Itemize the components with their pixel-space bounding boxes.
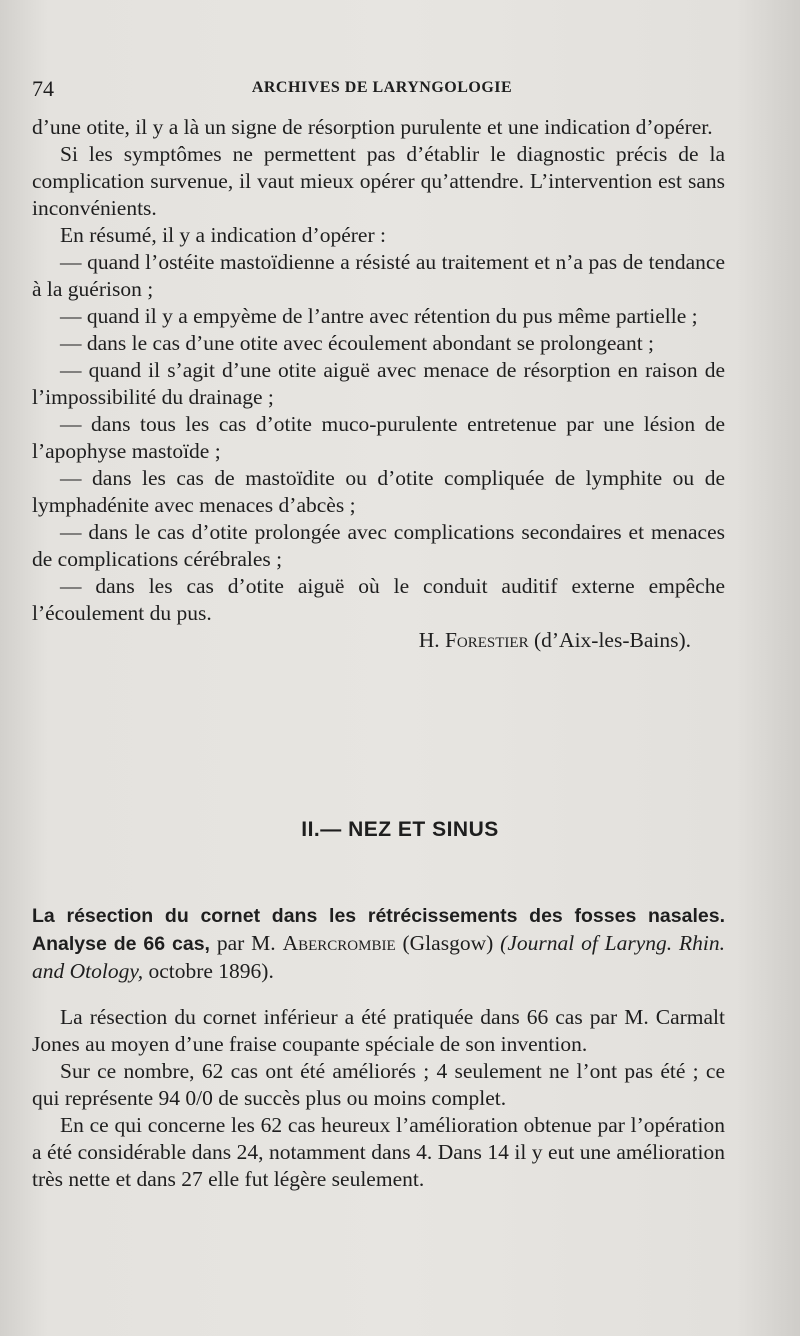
- article-by: par M.: [216, 931, 276, 955]
- article-date: octobre 1896).: [148, 959, 274, 983]
- body-text: [32, 114, 725, 654]
- article-author: Abercrombie: [282, 931, 396, 955]
- list-item: — dans le cas d’otite prolongée avec complications secondaires et menaces de complications cérébrales ;: [32, 520, 725, 571]
- article: [32, 902, 725, 1193]
- paragraph: En résumé, il y a indication d’opérer :: [60, 223, 386, 247]
- signature: [32, 627, 725, 654]
- paragraph: Sur ce nombre, 62 cas ont été améliorés ; 4 seulement ne l’ont pas été ; ce qui représente 94 0/0 de succès plus ou moins complet.: [32, 1059, 725, 1110]
- list-item: — dans les cas de mastoïdite ou d’otite compliquée de lymphite ou de lymphadénite avec menaces d’abcès ;: [32, 466, 725, 517]
- article-title: La résection du cornet dans les rétrécissements des fosses nasales. Analyse de 66 cas,: [32, 905, 725, 955]
- signature-place: (d’Aix-les-Bains).: [533, 628, 691, 652]
- paragraph: Si les symptômes ne permettent pas d’établir le diagnostic précis de la complication survenue, il vaut mieux opérer qu’attendre. L’intervention est sans inconvénients.: [32, 142, 725, 220]
- article-source: (Journal of Laryng. Rhin. and Otology,: [32, 931, 726, 983]
- list-item: — quand il y a empyème de l’antre avec rétention du pus même partielle ;: [60, 304, 698, 328]
- article-heading: [32, 902, 725, 985]
- article-author-place: (Glasgow): [402, 931, 494, 955]
- spacer: [32, 985, 725, 1004]
- paragraph: d’une otite, il y a là un signe de résorption purulente et une indication d’opérer.: [32, 115, 713, 139]
- page-header: [32, 76, 732, 102]
- list-item: — dans les cas d’otite aiguë où le conduit auditif externe empêche l’écoulement du pus.: [32, 574, 725, 625]
- paragraph: En ce qui concerne les 62 cas heureux l’amélioration obtenue par l’opération a été considérable dans 24, notamment dans 4. Dans 14 il y eut une amélioration très nette et dans 27 elle fut légère seulement.: [32, 1113, 725, 1191]
- signature-name: H. Forestier: [418, 628, 529, 652]
- list-item: — quand il s’agit d’une otite aiguë avec menace de résorption en raison de l’impossibilité du drainage ;: [32, 358, 725, 409]
- paragraph: La résection du cornet inférieur a été pratiquée dans 66 cas par M. Carmalt Jones au moyen d’une fraise coupante spéciale de son invention.: [32, 1005, 725, 1056]
- list-item: — dans tous les cas d’otite muco-purulente entretenue par une lésion de l’apophyse mastoïde ;: [32, 412, 725, 463]
- list-item: — quand l’ostéite mastoïdienne a résisté au traitement et n’a pas de tendance à la guérison ;: [32, 250, 725, 301]
- page-number: 74: [32, 76, 54, 101]
- running-title: ARCHIVES DE LARYNGOLOGIE: [251, 79, 513, 96]
- list-item: — dans le cas d’une otite avec écoulement abondant se prolongeant ;: [60, 331, 655, 355]
- section-heading: II.— NEZ ET SINUS: [301, 818, 499, 841]
